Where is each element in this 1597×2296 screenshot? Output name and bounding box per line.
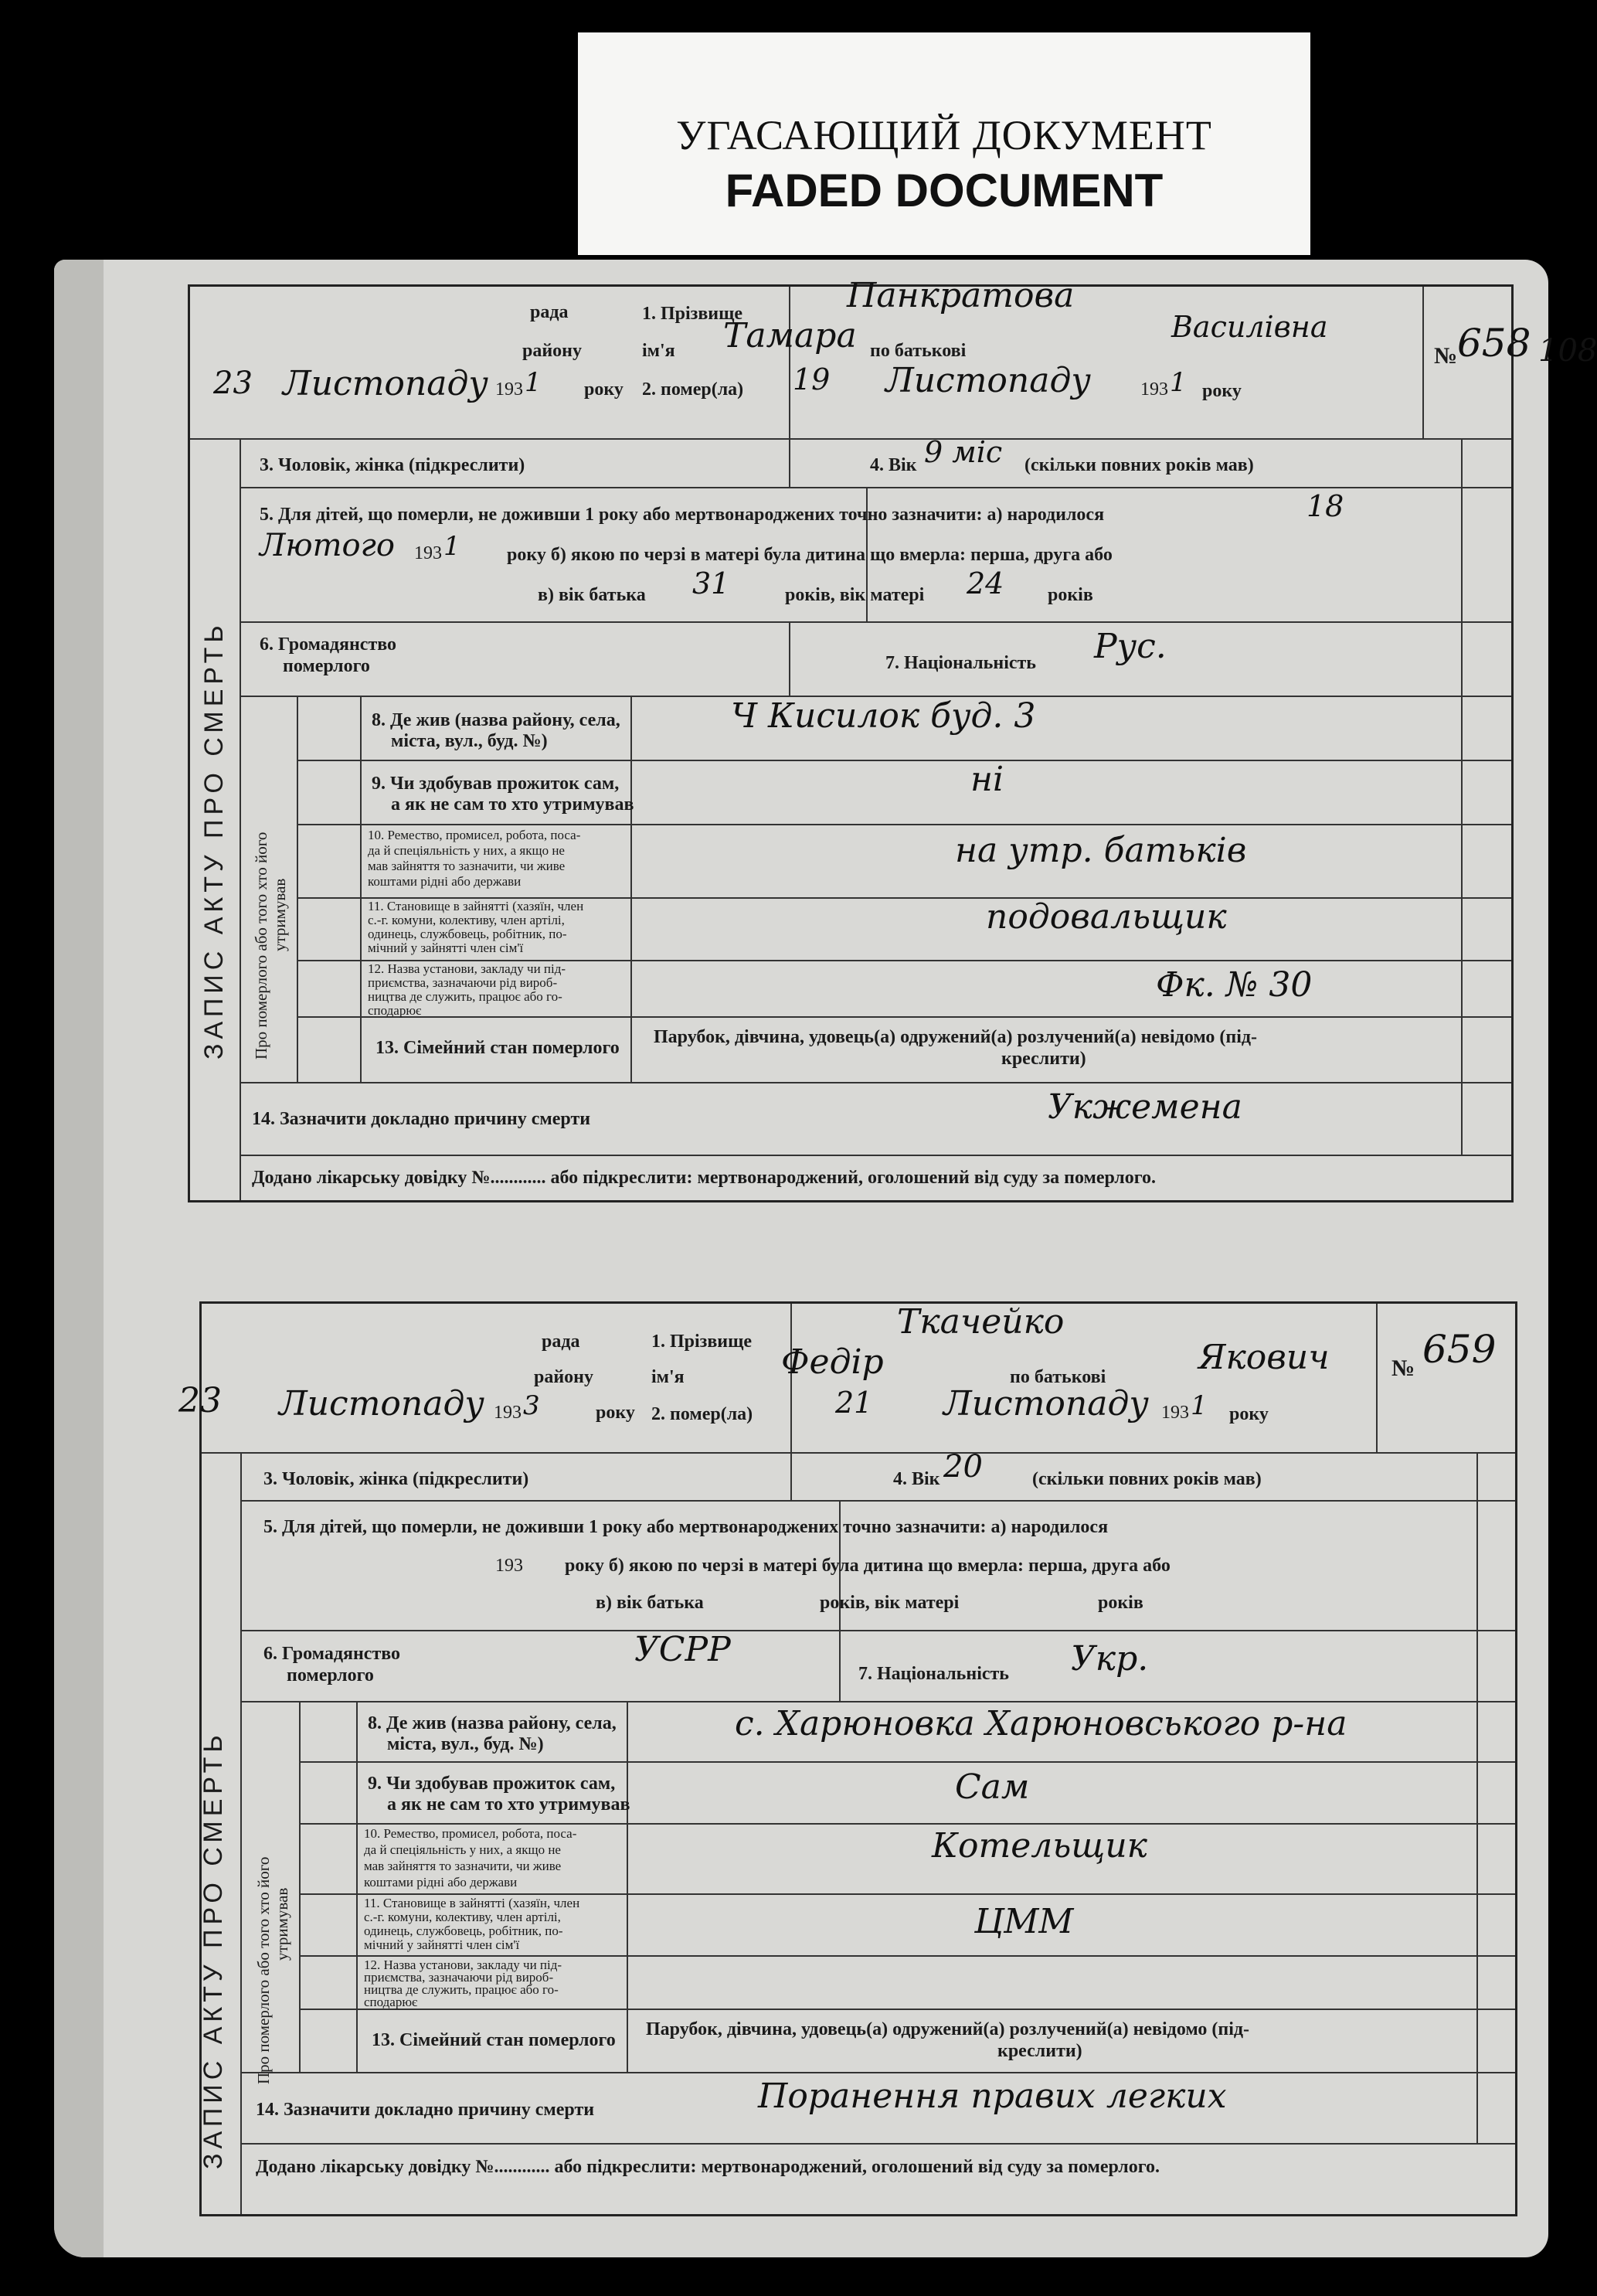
f4-label: 4. Вік	[893, 1469, 940, 1489]
po-batkovi-label: по батькові	[870, 341, 967, 361]
record-number: 658	[1457, 321, 1531, 366]
institution: Фк. № 30	[1156, 965, 1313, 1005]
f8a-label: 8. Де жив (назва району, села,	[372, 710, 620, 730]
rayonu-label: району	[522, 341, 583, 361]
death-record-form-1	[188, 276, 1597, 1202]
f10-line3: мав зайняття то зазначити, чи живе	[364, 1859, 562, 1873]
stamp-line-en: FADED DOCUMENT	[725, 165, 1164, 216]
reg-year-prefix: 193	[495, 379, 523, 400]
f3-label: 3. Чоловік, жінка (підкреслити)	[260, 455, 525, 475]
faded-document-stamp	[578, 32, 1310, 255]
citizenship: УСРР	[634, 1630, 731, 1669]
death-month: Листопаду	[885, 361, 1091, 400]
f5c-years-label: років	[1048, 585, 1093, 605]
occupation: на утр. батьків	[955, 831, 1247, 870]
surname: Панкратова	[847, 276, 1075, 315]
patronymic: Якович	[1198, 1338, 1330, 1377]
f11-line2: с.-г. комуни, колективу, член артілі,	[368, 913, 565, 927]
f10-line2: да й спеціяльність у них, а якщо не	[368, 843, 565, 858]
f12-line4: сподарює	[364, 1995, 418, 2009]
f3-label: 3. Чоловік, жінка (підкреслити)	[263, 1469, 529, 1489]
po-batkovi-label: по батькові	[1010, 1367, 1106, 1387]
f6a-label: 6. Громадянство	[263, 1644, 401, 1664]
f5c-father-label: в) вік батька	[596, 1593, 704, 1613]
birth-day: 18	[1306, 489, 1344, 523]
death-year-suffix: 1	[1170, 367, 1187, 398]
side-subtitle-1: Про померлого або того хто його	[252, 832, 270, 1060]
f11-line3: одинець, службовець, робітник, по-	[368, 927, 567, 941]
residence: с. Харюновка Харюновського р-на	[735, 1704, 1347, 1743]
f5a-label: 5. Для дітей, що померли, не доживши 1 року або мертвонароджених точно зазначити: а) народилося	[260, 505, 1105, 525]
nationality: Укр.	[1071, 1639, 1149, 1679]
f10-line2: да й спеціяльність у них, а якщо не	[364, 1842, 561, 1857]
f4-suffix: (скільки повних років мав)	[1024, 455, 1254, 475]
f5b-label: року б) якою по черзі в матері була дитина що вмерла: перша, друга або	[507, 545, 1113, 565]
f5c-mother-label: років, вік матері	[820, 1593, 960, 1613]
imya-label: ім'я	[642, 341, 675, 361]
given-name: Тамара	[723, 316, 857, 355]
f6b-label: померлого	[287, 1665, 374, 1685]
f2-label: 2. помер(ла)	[642, 379, 744, 400]
f11-line2: с.-г. комуни, колективу, член артілі,	[364, 1910, 561, 1924]
father-age: 31	[692, 566, 730, 600]
rayonu-label: району	[534, 1367, 594, 1387]
f14-label: 14. Зазначити докладно причину смерти	[252, 1109, 591, 1129]
f13-options-b: креслити)	[997, 2041, 1082, 2061]
f11-line4: мічний у зайнятті член сім'ї	[364, 1937, 520, 1952]
f9b-label: а як не сам то хто утримував	[387, 1794, 630, 1815]
support: ні	[970, 760, 1004, 799]
f13-label: 13. Сімейний стан померлого	[375, 1038, 620, 1058]
death-record-form-2	[178, 1301, 1517, 2216]
f9a-label: 9. Чи здобував прожиток сам,	[368, 1774, 616, 1794]
mother-age: 24	[967, 566, 1004, 600]
roku-label: року	[584, 379, 624, 400]
death-day: 19	[793, 362, 831, 396]
rada-label: рада	[530, 302, 569, 322]
reg-day: 23	[178, 1381, 222, 1420]
page-binding-edge	[54, 260, 104, 2257]
nationality: Рус.	[1094, 627, 1167, 666]
f12-line3: ництва де служить, працює або го-	[368, 989, 562, 1004]
footer-note: Додано лікарську довідку №............ або підкреслити: мертвонароджений, оголошений від суду за померлого.	[252, 1168, 1157, 1188]
birth-month: Лютого	[260, 528, 395, 563]
f13-label: 13. Сімейний стан померлого	[372, 2030, 616, 2050]
reg-year-suffix: 3	[523, 1390, 540, 1421]
f11-line1: 11. Становище в зайнятті (хазяїн, член	[368, 899, 584, 913]
f12-line3: ництва де служить, працює або го-	[364, 1982, 559, 1997]
f11-line3: одинець, службовець, робітник, по-	[364, 1924, 563, 1938]
surname: Ткачейко	[897, 1302, 1065, 1342]
institution: ЦММ	[974, 1902, 1074, 1941]
side-title: ЗАПИС АКТУ ПРО СМЕРТЬ	[199, 1730, 228, 2169]
f6a-label: 6. Громадянство	[260, 634, 397, 655]
f12-line1: 12. Назва установи, закладу чи під-	[368, 961, 566, 976]
reg-month: Листопаду	[283, 364, 488, 403]
f9a-label: 9. Чи здобував прожиток сам,	[372, 774, 620, 794]
f5c-mother-label: років, вік матері	[785, 585, 925, 605]
f5c-father-label: в) вік батька	[538, 585, 646, 605]
f5a-label: 5. Для дітей, що померли, не доживши 1 року або мертвонароджених точно зазначити: а) народилося	[263, 1517, 1109, 1537]
f13-options-a: Парубок, дівчина, удовець(а) одружений(а) розлучений(а) невідомо (під-	[654, 1027, 1258, 1047]
f4-suffix: (скільки повних років мав)	[1032, 1469, 1262, 1489]
cause-of-death: Укжемена	[1048, 1087, 1242, 1127]
f1-label: 1. Прізвище	[642, 304, 743, 324]
number-label: №	[1434, 343, 1458, 369]
side-subtitle-2: утримував	[273, 1887, 291, 1961]
side-subtitle-2: утримував	[270, 878, 289, 951]
f9b-label: а як не сам то хто утримував	[391, 794, 634, 815]
cause-of-death: Поранення правих легких	[758, 2077, 1227, 2116]
f11-line1: 11. Становище в зайнятті (хазяїн, член	[364, 1896, 580, 1910]
f8b-label: міста, вул., буд. №)	[387, 1734, 544, 1754]
f10-line4: коштами рідні або держави	[368, 874, 522, 889]
support: Сам	[955, 1767, 1030, 1807]
f13-options-a: Парубок, дівчина, удовець(а) одружений(а) розлучений(а) невідомо (під-	[646, 2019, 1250, 2039]
f8b-label: міста, вул., буд. №)	[391, 731, 548, 751]
roku-label: року	[596, 1403, 635, 1423]
f8a-label: 8. Де жив (назва району, села,	[368, 1713, 617, 1733]
reg-year-prefix: 193	[494, 1403, 522, 1423]
f12-line4: сподарює	[368, 1003, 422, 1018]
f5b-label: року б) якою по черзі в матері була дитина що вмерла: перша, друга або	[565, 1556, 1171, 1576]
death-year-prefix: 193	[1161, 1403, 1189, 1423]
death-month: Листопаду	[943, 1384, 1149, 1424]
roku-label: року	[1202, 381, 1242, 401]
f10-line3: мав зайняття то зазначити, чи живе	[368, 859, 566, 873]
birth-year-suffix: 1	[443, 531, 460, 562]
f7-label: 7. Національність	[858, 1664, 1009, 1684]
birth-year-prefix: 193	[414, 543, 442, 563]
f7-label: 7. Національність	[885, 653, 1036, 673]
register-page	[54, 260, 1597, 2257]
birth-year-prefix: 193	[495, 1556, 523, 1576]
given-name: Федір	[781, 1342, 884, 1382]
residence: Ч Кисилок буд. 3	[731, 696, 1036, 736]
reg-year-suffix: 1	[525, 367, 542, 398]
f12-line2: приємства, зазначаючи рід вироб-	[364, 1970, 554, 1985]
f10-line1: 10. Ремество, промисел, робота, поса-	[364, 1826, 577, 1841]
occupation: Котельщик	[932, 1826, 1147, 1866]
imya-label: ім'я	[651, 1367, 685, 1387]
death-day: 21	[835, 1386, 873, 1420]
f5c-years-label: років	[1098, 1593, 1143, 1613]
reg-month: Листопаду	[279, 1384, 484, 1424]
age: 9 міс	[924, 435, 1003, 469]
f10-line4: коштами рідні або держави	[364, 1875, 518, 1890]
position: подовальщик	[986, 897, 1227, 937]
number-label: №	[1391, 1355, 1415, 1381]
side-title: ЗАПИС АКТУ ПРО СМЕРТЬ	[199, 621, 229, 1060]
footer-note: Додано лікарську довідку №............ або підкреслити: мертвонароджений, оголошений від суду за померлого.	[256, 2157, 1160, 2177]
patronymic: Василівна	[1171, 310, 1328, 344]
death-year-prefix: 193	[1140, 379, 1168, 400]
roku-label: року	[1229, 1404, 1269, 1424]
death-year-suffix: 1	[1191, 1390, 1208, 1421]
side-subtitle-1: Про померлого або того хто його	[254, 1856, 273, 2084]
stamp-line-ru: УГАСАЮЩИЙ ДОКУМЕНТ	[676, 112, 1212, 158]
f11-line4: мічний у зайнятті член сім'ї	[368, 941, 524, 955]
f12-line2: приємства, зазначаючи рід вироб-	[368, 975, 558, 990]
f6b-label: померлого	[283, 656, 370, 676]
record-number-extra: 108	[1538, 333, 1597, 369]
age: 20	[943, 1449, 983, 1485]
f10-line1: 10. Ремество, промисел, робота, поса-	[368, 828, 581, 842]
rada-label: рада	[542, 1332, 580, 1352]
f13-options-b: креслити)	[1001, 1049, 1086, 1069]
f4-label: 4. Вік	[870, 455, 917, 475]
f2-label: 2. помер(ла)	[651, 1404, 753, 1424]
f14-label: 14. Зазначити докладно причину смерти	[256, 2100, 595, 2120]
reg-day: 23	[213, 366, 253, 401]
f1-label: 1. Прізвище	[651, 1332, 753, 1352]
record-number: 659	[1422, 1327, 1497, 1372]
f12-line1: 12. Назва установи, закладу чи під-	[364, 1958, 562, 1972]
